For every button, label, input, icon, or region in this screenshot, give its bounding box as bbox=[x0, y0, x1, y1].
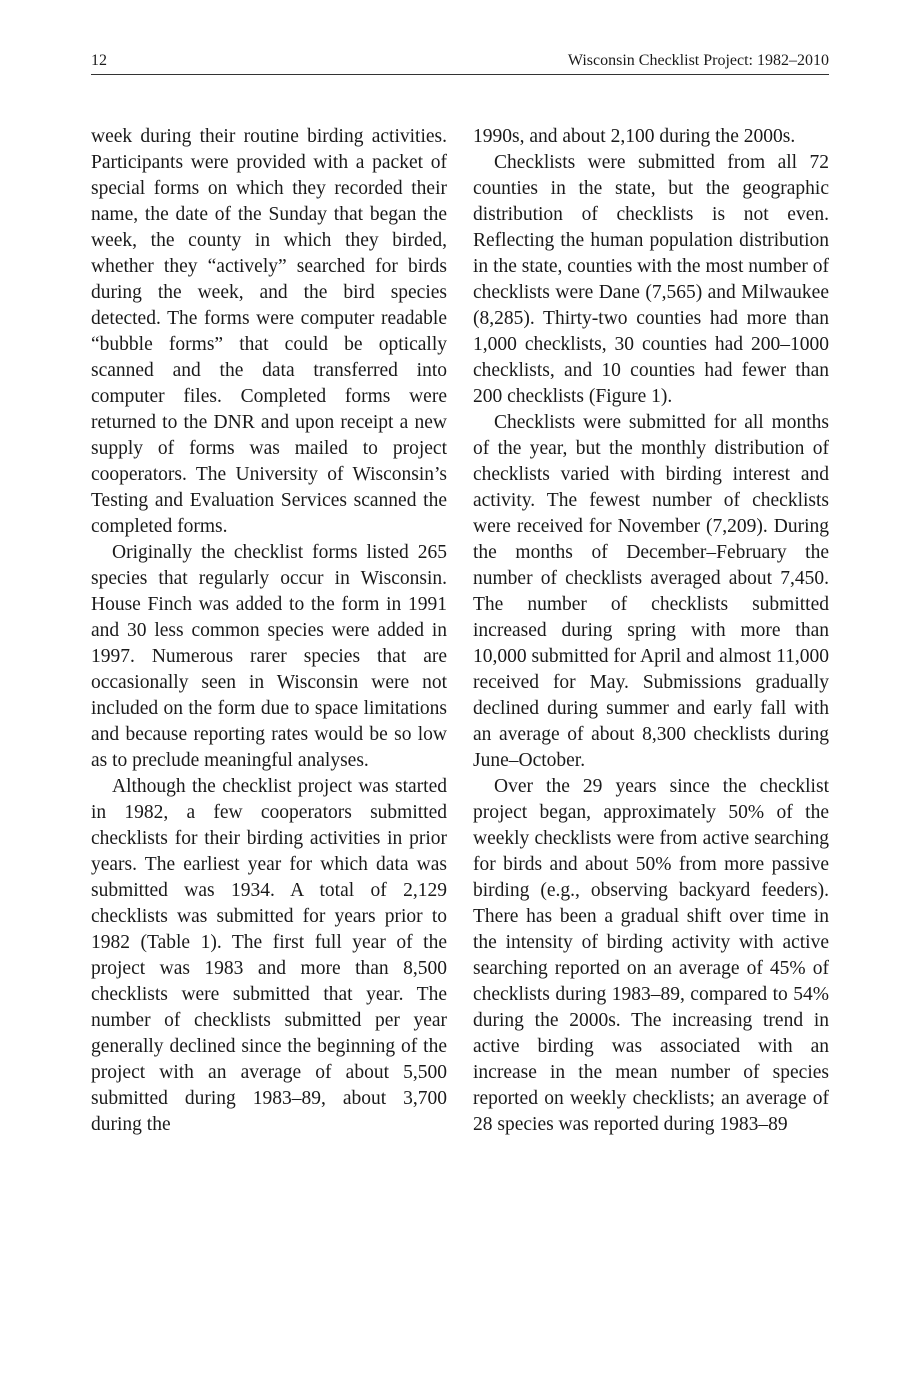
paragraph: Although the checklist project was started in 1982, a few cooperators submitted checklists for their birding activities in prior years. The earliest year for which data was submitted was 1934. A total of 2,129 checklists was submitted for years prior to 1982 (Table 1). The first full year of the project was 1983 and more than 8,500 checklists were submitted that year. The number of checklists submitted per year generally declined since the beginning of the project with an average of about 5,500 submitted during 1983–89, about 3,700 during the bbox=[91, 776, 447, 1135]
paragraph: Checklists were submitted for all months of the year, but the monthly distribution of checklists varied with birding interest and activity. The fewest number of checklists were received for November (7,209). During the months of December–February the number of checklists averaged about 7,450. The number of checklists submitted increased during spring with more than 10,000 submitted for April and almost 11,000 received for May. Submissions gradually declined during summer and early fall with an average of about 8,300 checklists during June–October. bbox=[473, 412, 829, 771]
paragraph: Checklists were submitted from all 72 counties in the state, but the geographic distribution of checklists is not even. Reflecting the human population distribution in the state, counties with the most number of checklists were Dane (7,565) and Milwaukee (8,285). Thirty-two counties had more than 1,000 checklists, 30 counties had 200–1000 checklists, and 10 counties had fewer than 200 checklists (Figure 1). bbox=[473, 152, 829, 407]
paragraph: Over the 29 years since the checklist project began, approximately 50% of the weekly checklists were from active searching for birds and about 50% from more passive birding (e.g., observing backyard feeders). There has been a gradual shift over time in the intensity of birding activity with active searching reported on an average of 45% of checklists during 1983–89, compared to 54% during the 2000s. The increasing trend in active birding was associated with an increase in the mean number of species reported on weekly checklists; an average of 28 species was reported during 1983–89 bbox=[473, 776, 829, 1135]
paragraph: 1990s, and about 2,100 during the 2000s. bbox=[473, 126, 796, 147]
running-head: Wisconsin Checklist Project: 1982–2010 bbox=[567, 52, 829, 69]
page-header bbox=[91, 48, 829, 75]
paragraph: Originally the checklist forms listed 265 species that regularly occur in Wisconsin. House Finch was added to the form in 1991 and 30 less common species were added in 1997. Numerous rarer species that are occasionally seen in Wisconsin were not included on the form due to space limitations and because reporting rates would be so low as to preclude meaningful analyses. bbox=[91, 542, 447, 771]
paragraph: week during their routine birding activities. Participants were provided with a packet of special forms on which they recorded their name, the date of the Sunday that began the week, the county in which they birded, whether they “actively” searched for birds during the week, and the bird species detected. The forms were computer readable “bubble forms” that could be optically scanned and the data transferred into computer files. Completed forms were returned to the DNR and upon receipt a new supply of forms was mailed to project cooperators. The University of Wisconsin’s Testing and Evaluation Services scanned the completed forms. bbox=[91, 126, 447, 537]
left-column bbox=[91, 124, 447, 1138]
right-column bbox=[473, 124, 829, 1138]
page-number: 12 bbox=[91, 52, 107, 69]
